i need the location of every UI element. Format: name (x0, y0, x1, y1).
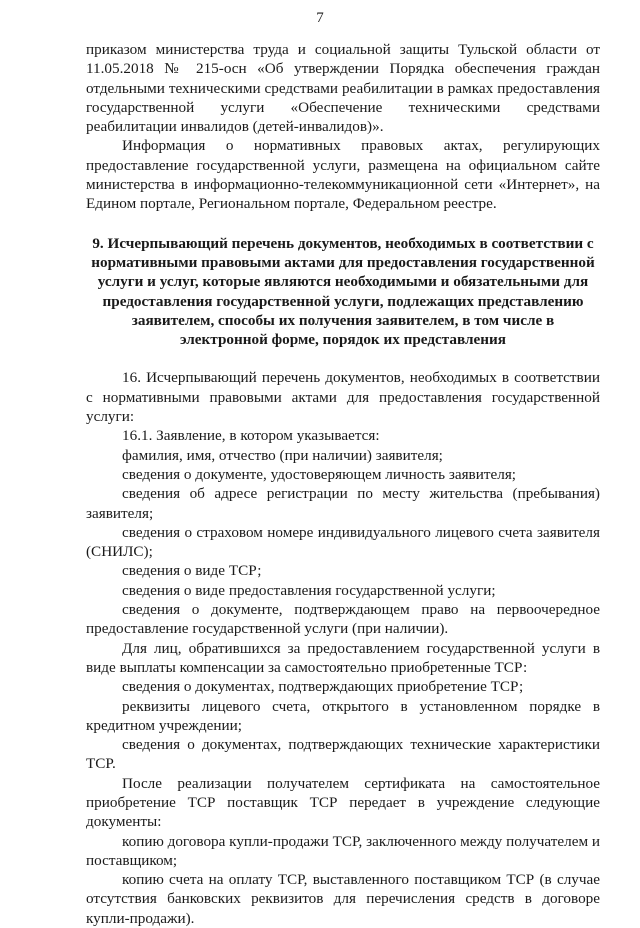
list-item: сведения о документе, подтверждающем право на первоочередное предоставление государственной услуги (при наличии). (86, 601, 600, 638)
list-item: сведения о виде ТСР; (122, 562, 262, 580)
list-item: сведения о документах, подтверждающих технические характеристики ТСР. (86, 736, 600, 773)
list-item: копию счета на оплату ТСР, выставленного поставщиком ТСР (в случае отсутствия банковских реквизитов для перечисления средств в договоре купли-продажи). (86, 871, 600, 927)
section-heading: 9. Исчерпывающий перечень документов, необходимых в соответствии с нормативными правовыми актами для предоставления государственной услуги и услуг, которые являются необходимыми и обязательными для предоставления государственной услуги, подлежащих представлению заявителем, способы их получения заявителем, в том числе в электронной форме, порядок их представления (91, 234, 595, 349)
paragraph: приказом министерства труда и социальной защиты Тульской области от 11.05.2018 № 215-осн «Об утверждении Порядка обеспечения граждан отдельными техническими средствами реабилитации в рамках предоставления государственной услуги «Обеспечение техническими средствами реабилитации инвалидов (детей-инвалидов)». (86, 41, 600, 136)
list-item: сведения об адресе регистрации по месту жительства (пребывания) заявителя; (86, 485, 600, 522)
list-item: сведения о документе, удостоверяющем личность заявителя; (122, 465, 517, 483)
list-item: фамилия, имя, отчество (при наличии) заявителя; (122, 446, 443, 464)
paragraph: После реализации получателем сертификата на самостоятельное приобретение ТСР поставщик ТСР передает в учреждение следующие документы: (86, 774, 600, 831)
list-item: сведения о виде предоставления государственной услуги; (122, 581, 496, 599)
paragraph: Информация о нормативных правовых актах, регулирующих предоставление государственной услуги, размещена на официальном сайте министерства в информационно-телекоммуникационной сети «Интернет», на Едином портале, Региональном портале, Федеральном реестре. (86, 137, 600, 213)
document-body (86, 40, 600, 928)
list-item: сведения о страховом номере индивидуального лицевого счета заявителя (СНИЛС); (86, 523, 600, 561)
paragraph: 16. Исчерпывающий перечень документов, необходимых в соответствии с нормативными правовыми актами для предоставления государственной услуги: (86, 369, 600, 426)
list-item: сведения о документах, подтверждающих приобретение ТСР; (122, 678, 524, 696)
list-item: копию договора купли-продажи ТСР, заключенного между получателем и поставщиком; (86, 832, 600, 869)
page-number: 7 (316, 10, 324, 26)
list-item: реквизиты лицевого счета, открытого в установленном порядке в кредитном учреждении; (86, 697, 600, 734)
paragraph: 16.1. Заявление, в котором указывается: (122, 427, 380, 445)
paragraph: Для лиц, обратившихся за предоставлением государственной услуги в виде выплаты компенсации за самостоятельно приобретенные ТСР: (86, 639, 600, 676)
